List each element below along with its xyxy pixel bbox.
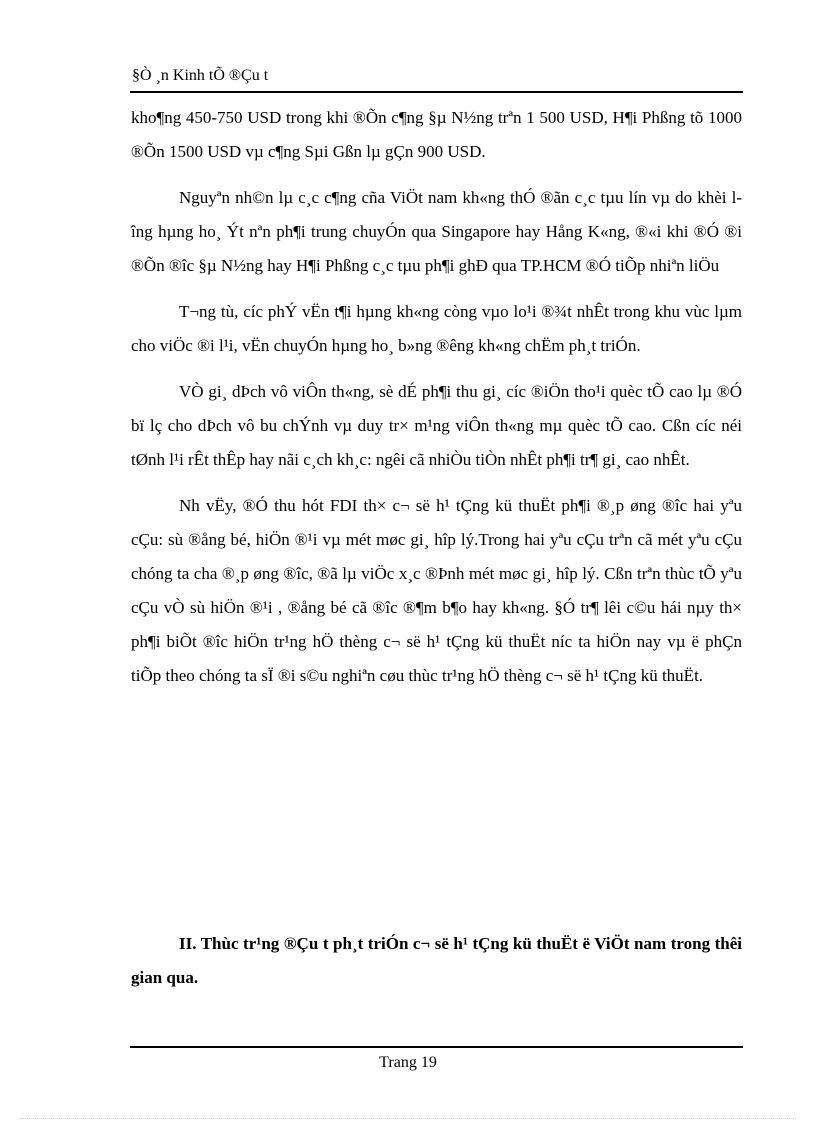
header-divider bbox=[130, 91, 743, 93]
footer-divider bbox=[130, 1046, 743, 1048]
page-header-title: §Ò ¸n Kinh tÕ ®Çu t bbox=[132, 67, 269, 84]
paragraph: VÒ gi¸ dÞch vô viÔn th«ng, sè dÉ ph¶i thu gi¸ cíc ®iÖn tho¹i quèc tÕ cao lµ ®Ó bï lç cho dÞch vô bu chÝnh vµ duy tr× m¹ng viÔn th«ng mµ quèc tÕ cao. Cßn cíc néi tØnh l¹i rÊt thÊp hay nãi c¸ch kh¸c: ngêi cã nhiÒu tiÒn nhÊt ph¶i tr¶ gi¸ cao nhÊt. bbox=[131, 382, 742, 469]
paragraph: T¬ng tù, cíc phÝ vËn t¶i hµng kh«ng còng vµo lo¹i ®¾t nhÊt trong khu vùc lµm cho viÖc ®i l¹i, vËn chuyÓn hµng ho¸ b»ng ®êng kh«ng chËm ph¸t triÓn. bbox=[131, 302, 742, 355]
paragraph-continuation: kho¶ng 450-750 USD trong khi ®Õn c¶ng §µ N½ng trªn 1 500 USD, H¶i Phßng tõ 1000 ®Õn 1500 USD vµ c¶ng Sµi Gßn lµ gÇn 900 USD. bbox=[131, 108, 742, 161]
page-number: Trang 19 bbox=[379, 1054, 437, 1071]
paragraph: Nh vËy, ®Ó thu hót FDI th× c¬ së h¹ tÇng kü thuËt ph¶i ®¸p øng ®îc hai yªu cÇu: sù ®ång bé, hiÖn ®¹i vµ mét møc gi¸ hîp lý.Trong hai yªu cÇu trªn cã mét yªu cÇu chóng ta cha ®¸p øng ®îc, ®ã lµ viÖc x¸c ®Þnh mét møc gi¸ hîp lý. Cßn trªn thùc tÕ yªu cÇu vÒ sù hiÖn ®¹i , ®ång bé cã ®îc ®¶m b¶o hay kh«ng. §Ó tr¶ lêi c©u hái nµy th× ph¶i biÕt ®îc hiÖn tr¹ng hÖ thèng c¬ së h¹ tÇng kü thuËt níc ta hiÖn nay vµ ë phÇn tiÕp theo chóng ta sÏ ®i s©u nghiªn cøu thùc tr¹ng hÖ thèng c¬ së h¹ tÇng kü thuËt. bbox=[131, 496, 742, 685]
section-heading: II. Thùc tr¹ng ®Çu t ph¸t triÓn c¬ së h¹ tÇng kü thuËt ë ViÖt nam trong thêi gian qua. bbox=[131, 934, 742, 987]
paragraph: Nguyªn nh©n lµ c¸c c¶ng cña ViÖt nam kh«ng thÓ ®ãn c¸c tµu lín vµ do khèi lîng hµng ho¸ Ýt nªn ph¶i trung chuyÓn qua Singapore hay Hång K«ng, ®«i khi ®Ó ®i ®Õn ®îc §µ N½ng hay H¶i Phßng c¸c tµu ph¶i ghÐ qua TP.HCM ®Ó tiÕp nhiªn liÖu bbox=[131, 188, 742, 275]
body-text bbox=[131, 101, 742, 705]
page-edge-divider bbox=[20, 1118, 796, 1119]
